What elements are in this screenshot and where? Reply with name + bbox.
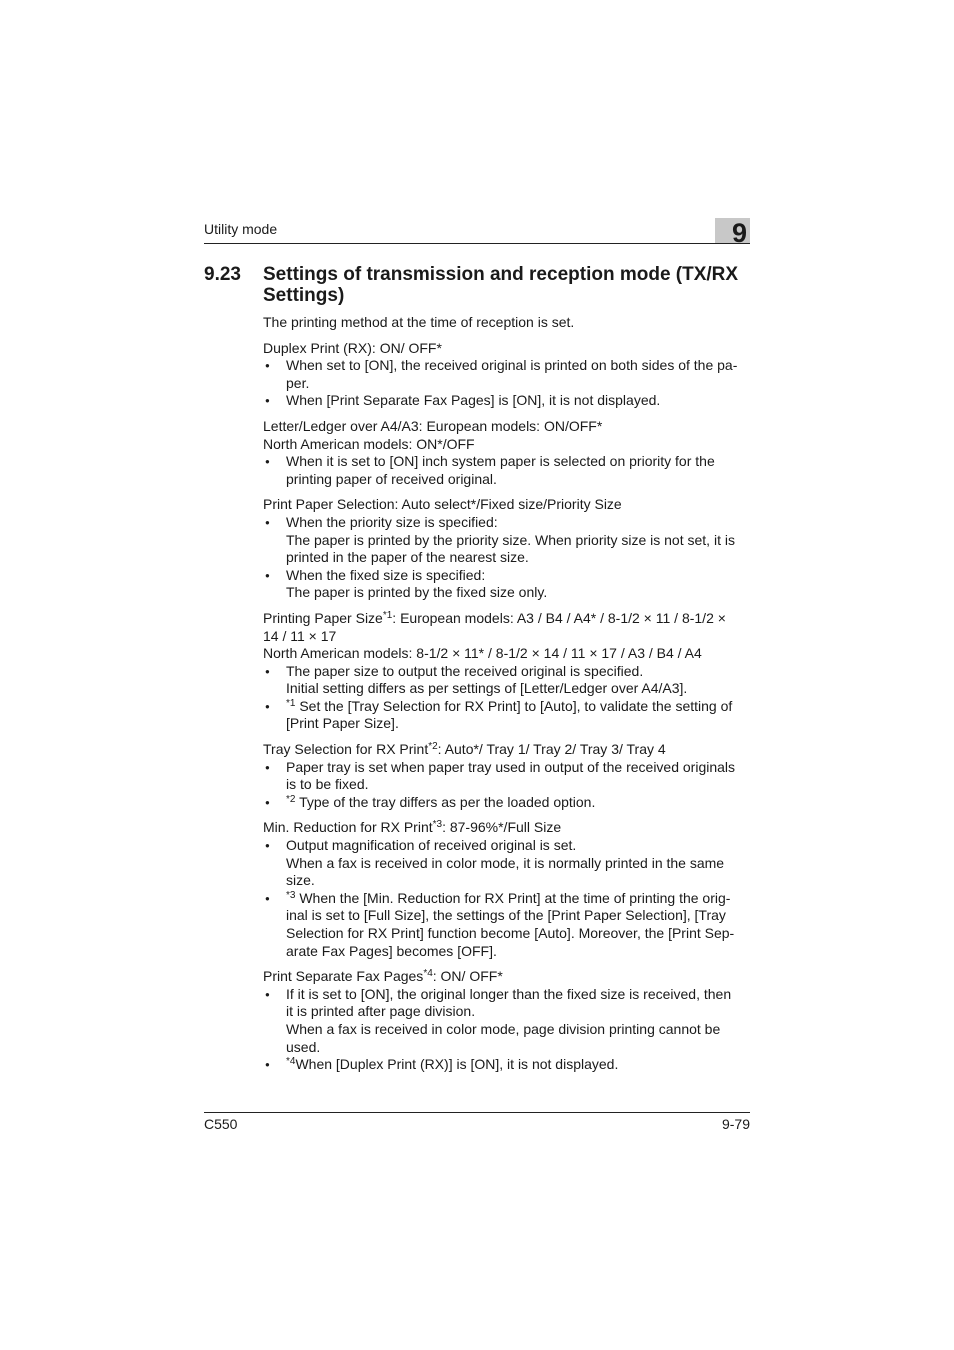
- intro-text: The printing method at the time of reception is set.: [263, 314, 575, 330]
- paper-size-heading-cont: 14 / 11 × 17: [263, 627, 337, 644]
- paper-selection-bullet-2: ● When the fixed size is specified: The paper is printed by the fixed size only.: [263, 567, 753, 602]
- tray-heading: Tray Selection for RX Print$^{*2}$: Auto*/ Tray 1/ Tray 2/ Tray 3/ Tray 4: [263, 741, 666, 758]
- page-footer: [204, 1112, 750, 1132]
- letter-heading: Letter/Ledger over A4/A3: European models: ON/OFF*: [263, 417, 603, 434]
- duplex-heading: Duplex Print (RX): ON/ OFF*: [263, 339, 442, 356]
- chapter-number-badge: 9: [715, 218, 750, 243]
- separate-heading: Print Separate Fax Pages$^{*4}$: ON/ OFF*: [263, 968, 503, 985]
- separate-bullet-2: ● $^{*4}$When [Duplex Print (RX)] is [ON], it is not displayed.: [263, 1056, 753, 1074]
- reduction-heading: Min. Reduction for RX Print$^{*3}$: 87-96%*/Full Size: [263, 819, 562, 836]
- section-title: Settings of transmission and reception mode (TX/RX Settings): [263, 264, 739, 306]
- reduction-bullet-1: ● Output magnification of received original is set. When a fax is received in color mode, it is normally printed in the same size.: [263, 837, 753, 890]
- page-header: [204, 218, 750, 248]
- letter-bullet-1: ● When it is set to [ON] inch system paper is selected on priority for the printing paper of received original.: [263, 453, 753, 488]
- page-content: [263, 314, 753, 1074]
- paper-selection-heading: Print Paper Selection: Auto select*/Fixed size/Priority Size: [263, 496, 622, 513]
- separate-bullet-1: ● If it is set to [ON], the original longer than the fixed size is received, then it is printed after page division. When a fax is received in color mode, page division printing cannot be used.: [263, 986, 753, 1056]
- letter-heading-na: North American models: ON*/OFF: [263, 435, 475, 452]
- paper-size-heading-na: North American models: 8-1/2 × 11* / 8-1/2 × 14 / 11 × 17 / A3 / B4 / A4: [263, 645, 702, 662]
- duplex-bullet-1: ● When set to [ON], the received original is printed on both sides of the pa- per.: [263, 357, 753, 392]
- footer-model: C550: [204, 1116, 238, 1132]
- paper-selection-bullet-1: ● When the priority size is specified: The paper is printed by the priority size. When priority size is not set, it is printed in the paper of the nearest size.: [263, 514, 753, 567]
- paper-size-bullet-1: ● The paper size to output the received original is specified. Initial setting differs as per settings of [Letter/Ledger over A4/A3].: [263, 663, 753, 698]
- duplex-bullet-2: ● When [Print Separate Fax Pages] is [ON], it is not displayed.: [263, 392, 753, 410]
- tray-bullet-1: ● Paper tray is set when paper tray used in output of the received originals is to be fixed.: [263, 759, 753, 794]
- paper-size-heading: Printing Paper Size$^{*1}$: European models: A3 / B4 / A4* / 8-1/2 × 11 / 8-1/2 ×: [263, 609, 726, 626]
- section-number: 9.23: [204, 264, 241, 285]
- paper-size-bullet-2: ● $^{*1}$ Set the [Tray Selection for RX Print] to [Auto], to validate the setting of [Print Paper Size].: [263, 698, 753, 733]
- page-number: 9-79: [721, 1116, 750, 1132]
- header-title: Utility mode: [204, 221, 278, 237]
- tray-bullet-2: ● $^{*2}$ Type of the tray differs as per the loaded option.: [263, 794, 753, 812]
- reduction-bullet-2: ● $^{*3}$ When the [Min. Reduction for RX Print] at the time of printing the orig- inal is set to [Full Size], the settings of the [Print Paper Selection], [Tray Selection for RX Print] function become [Auto]. Moreover, the [Print Sep- arate Fax Pages] becomes [OFF].: [263, 890, 753, 960]
